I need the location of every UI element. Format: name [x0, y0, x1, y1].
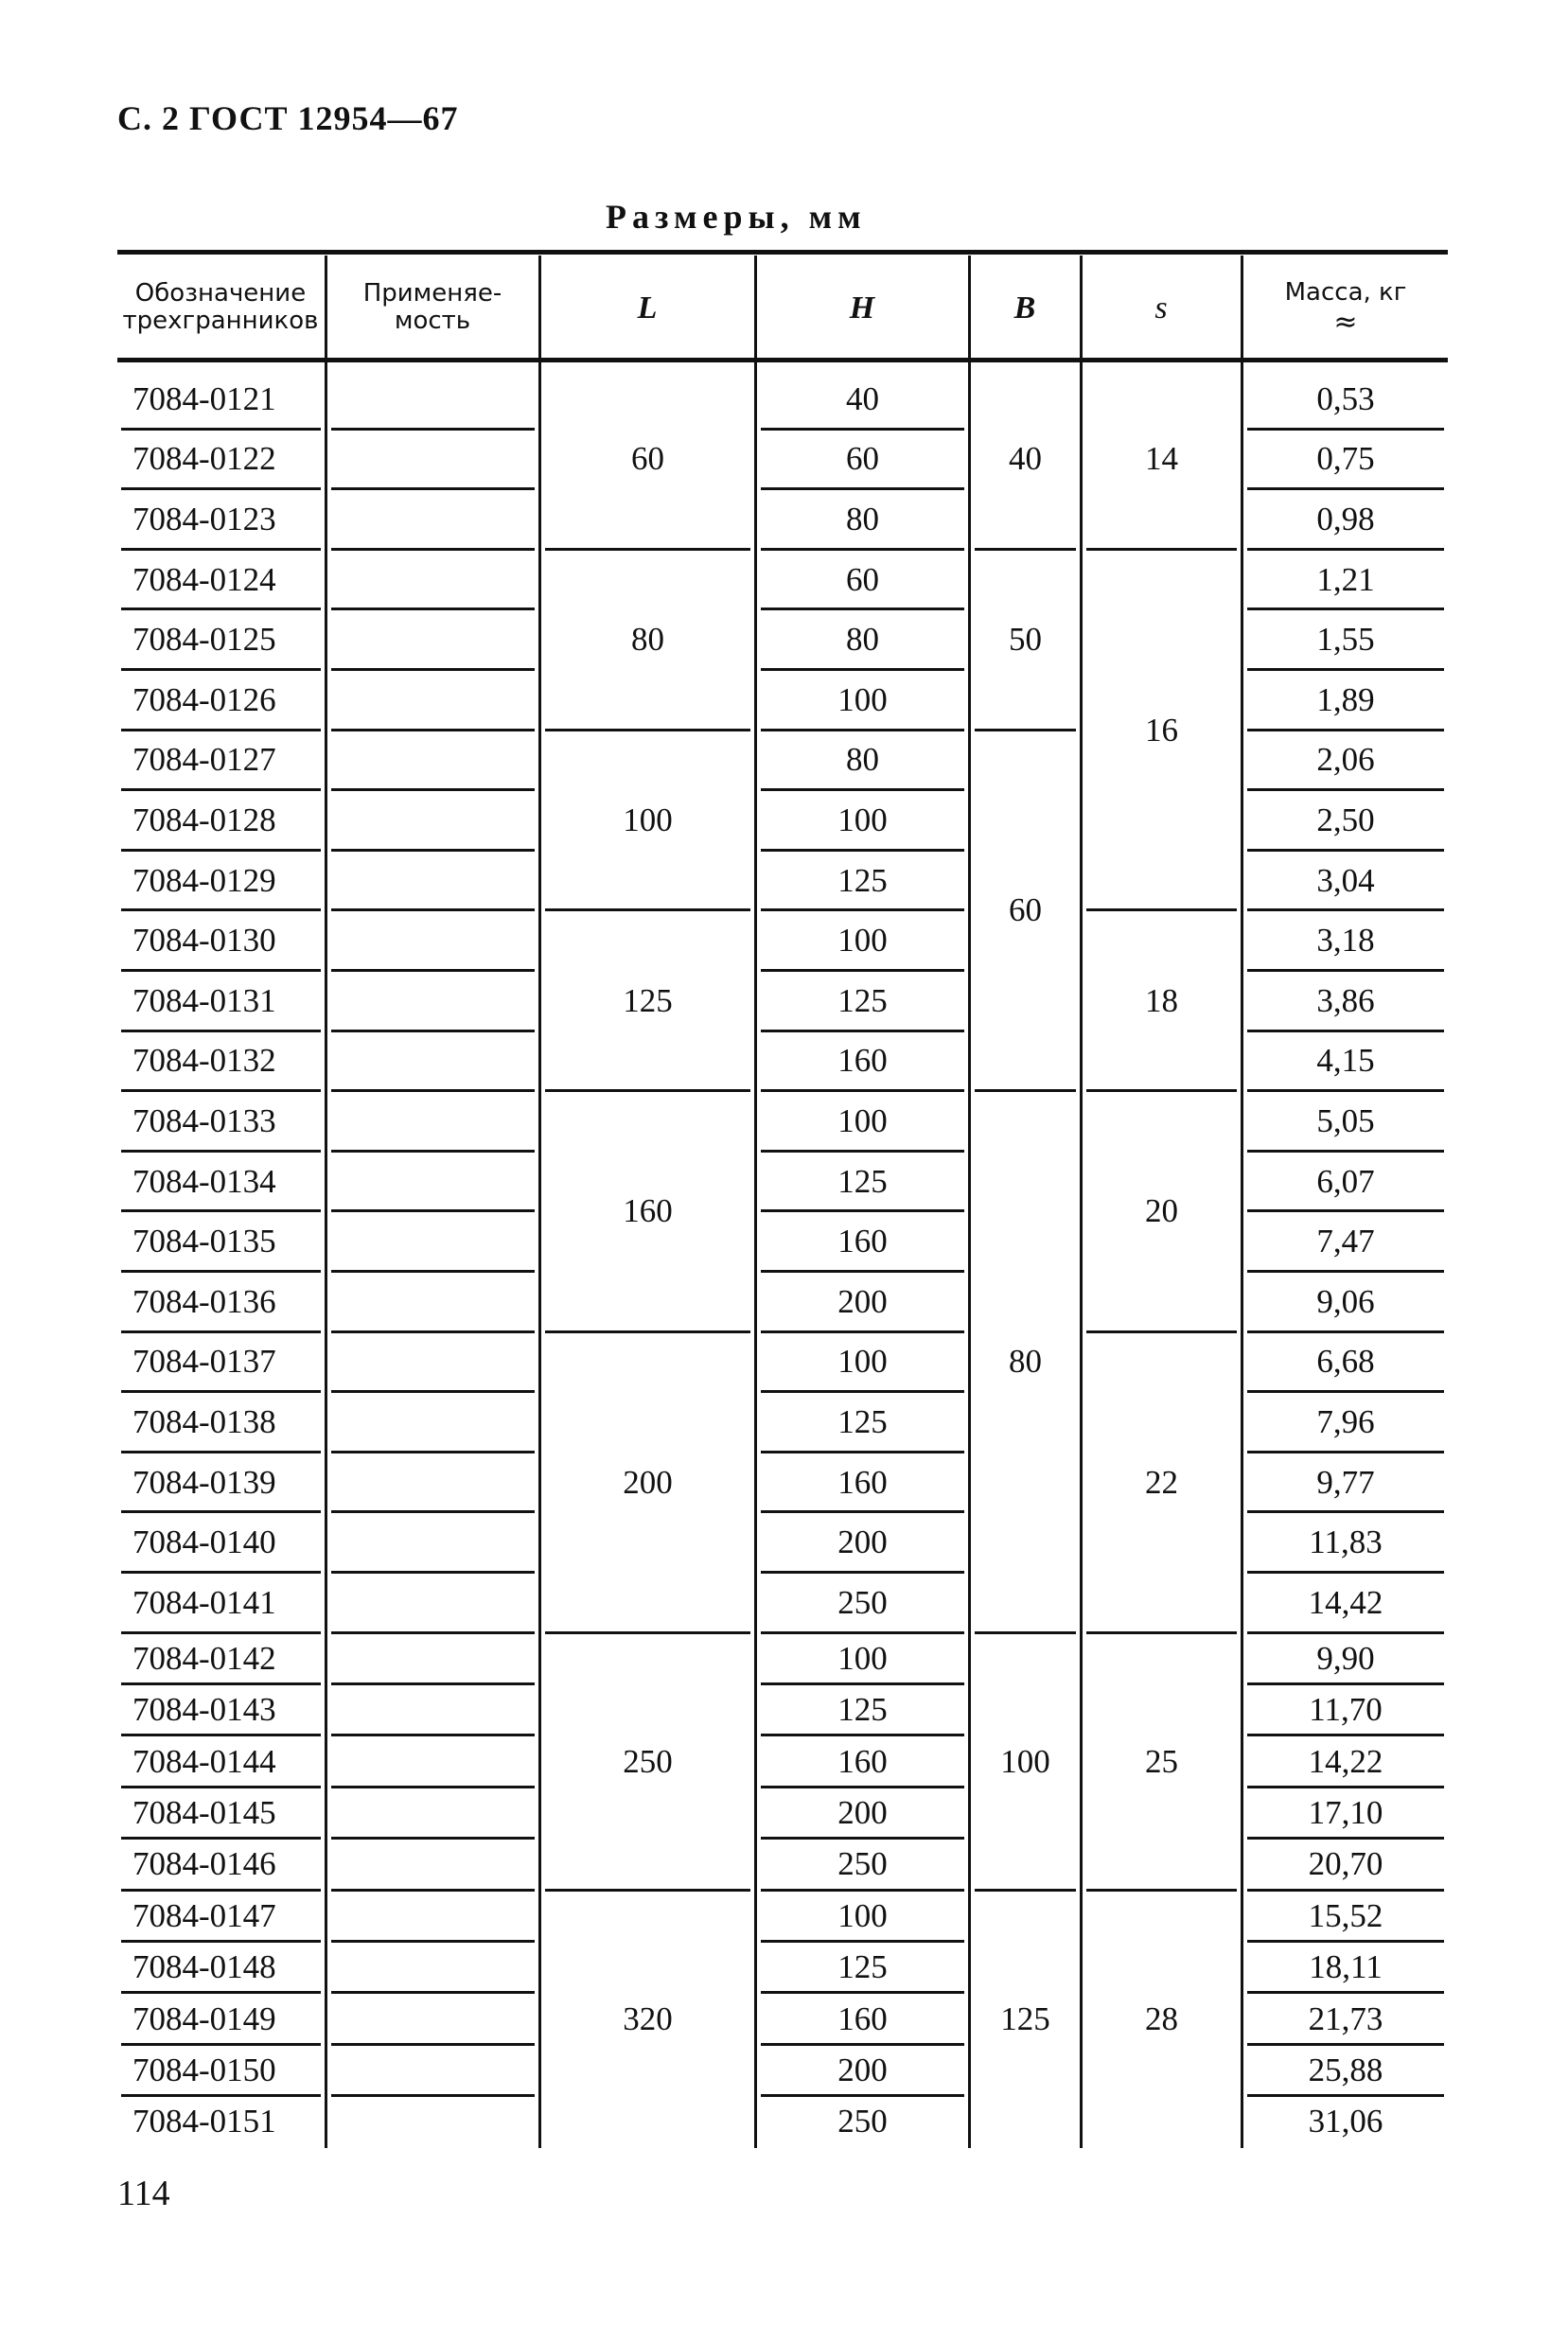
row-rule [331, 788, 535, 791]
group-B: 40 [1009, 440, 1042, 478]
row-code: 7084-0142 [132, 1639, 276, 1677]
row-mass: 6,07 [1316, 1162, 1375, 1200]
row-H: 125 [837, 1691, 888, 1729]
row-H: 250 [837, 2103, 888, 2140]
row-code: 7084-0134 [132, 1162, 276, 1200]
row-H: 200 [837, 1524, 888, 1561]
row-code: 7084-0125 [132, 621, 276, 659]
row-mass: 6,68 [1316, 1343, 1375, 1381]
row-rule [331, 1451, 535, 1453]
row-H: 100 [837, 680, 888, 718]
row-code: 7084-0148 [132, 1948, 276, 1986]
row-rule [331, 1390, 535, 1393]
row-H: 100 [837, 922, 888, 960]
row-H: 160 [837, 1999, 888, 2037]
page-header: С. 2 ГОСТ 12954—67 [117, 99, 459, 137]
row-H: 60 [846, 560, 879, 598]
row-rule [331, 1030, 535, 1032]
row-rule [331, 1330, 535, 1333]
row-mass: 25,88 [1308, 2051, 1383, 2088]
row-mass: 4,15 [1316, 1042, 1375, 1080]
row-H: 160 [837, 1742, 888, 1780]
group-s: 16 [1145, 711, 1178, 749]
row-H: 250 [837, 1583, 888, 1621]
row-mass: 20,70 [1308, 1845, 1383, 1883]
group-L: 200 [623, 1463, 673, 1501]
header-divider-6 [1241, 255, 1243, 360]
col-header-applicability [327, 265, 537, 350]
group-s: 14 [1145, 440, 1178, 478]
row-mass: 7,47 [1316, 1223, 1375, 1260]
row-code: 7084-0133 [132, 1101, 276, 1139]
row-H: 80 [846, 621, 879, 659]
row-mass: 17,10 [1308, 1793, 1383, 1831]
row-H: 125 [837, 1402, 888, 1440]
row-rule [331, 428, 535, 431]
row-code: 7084-0143 [132, 1691, 276, 1729]
row-code: 7084-0132 [132, 1042, 276, 1080]
group-L: 60 [631, 440, 664, 478]
row-code: 7084-0127 [132, 741, 276, 779]
row-mass: 0,53 [1316, 379, 1375, 417]
row-rule [331, 729, 535, 731]
col-header-mass-approx: ≈ [1333, 306, 1358, 339]
table-top-rule [117, 250, 1448, 255]
row-H: 100 [837, 1101, 888, 1139]
group-L: 160 [623, 1192, 673, 1230]
row-rule [331, 1889, 535, 1892]
row-code: 7084-0131 [132, 981, 276, 1019]
group-B: 125 [1000, 1999, 1050, 2037]
row-code: 7084-0140 [132, 1524, 276, 1561]
row-H: 100 [837, 1896, 888, 1934]
group-L: 250 [623, 1742, 673, 1780]
row-H: 80 [846, 500, 879, 537]
row-rule [331, 1940, 535, 1943]
row-rule [331, 1786, 535, 1788]
header-divider-1 [325, 255, 327, 360]
row-code: 7084-0128 [132, 801, 276, 838]
row-code: 7084-0151 [132, 2103, 276, 2140]
row-mass: 2,50 [1316, 801, 1375, 838]
body-divider-1 [325, 361, 327, 2148]
col-header-designation [117, 265, 324, 350]
row-H: 100 [837, 1343, 888, 1381]
row-rule [331, 1571, 535, 1574]
row-code: 7084-0150 [132, 2051, 276, 2088]
row-code: 7084-0147 [132, 1896, 276, 1934]
col-header-L: L [637, 290, 658, 326]
row-mass: 11,70 [1309, 1691, 1383, 1729]
row-H: 100 [837, 801, 888, 838]
row-rule [331, 2043, 535, 2046]
row-code: 7084-0139 [132, 1463, 276, 1501]
row-H: 125 [837, 981, 888, 1019]
row-mass: 1,89 [1316, 680, 1375, 718]
row-mass: 15,52 [1308, 1896, 1383, 1934]
row-H: 125 [837, 861, 888, 899]
row-H: 40 [846, 379, 879, 417]
row-code: 7084-0144 [132, 1742, 276, 1780]
group-L: 80 [631, 621, 664, 659]
row-rule [331, 2094, 535, 2097]
page-number: 114 [117, 2174, 170, 2213]
group-B: 80 [1009, 1343, 1042, 1381]
row-code: 7084-0122 [132, 440, 276, 478]
col-header-mass-text: Масса, кг [1284, 278, 1407, 307]
header-divider-5 [1080, 255, 1083, 360]
group-B: 60 [1009, 891, 1042, 929]
row-rule [331, 1837, 535, 1840]
row-code: 7084-0149 [132, 1999, 276, 2037]
row-rule [331, 1150, 535, 1153]
row-mass: 21,73 [1308, 1999, 1383, 2037]
row-rule [331, 668, 535, 671]
group-s: 22 [1145, 1463, 1178, 1501]
row-code: 7084-0124 [132, 560, 276, 598]
group-s: 18 [1145, 981, 1178, 1019]
group-L: 100 [623, 801, 673, 838]
row-code: 7084-0137 [132, 1343, 276, 1381]
row-mass: 9,06 [1316, 1282, 1375, 1320]
row-rule [331, 1270, 535, 1273]
row-mass: 0,98 [1316, 500, 1375, 537]
row-code: 7084-0121 [132, 379, 276, 417]
col-header-applicability-text: Применяе-мость [362, 279, 502, 335]
row-rule [331, 1682, 535, 1685]
row-code: 7084-0123 [132, 500, 276, 537]
group-s: 28 [1145, 1999, 1178, 2037]
row-mass: 0,75 [1316, 440, 1375, 478]
row-mass: 18,11 [1309, 1948, 1383, 1986]
group-L: 125 [623, 981, 673, 1019]
row-mass: 5,05 [1316, 1101, 1375, 1139]
row-mass: 7,96 [1316, 1402, 1375, 1440]
row-H: 200 [837, 1793, 888, 1831]
row-H: 80 [846, 741, 879, 779]
row-mass: 1,55 [1316, 621, 1375, 659]
row-H: 160 [837, 1223, 888, 1260]
row-mass: 31,06 [1308, 2103, 1383, 2140]
row-code: 7084-0138 [132, 1402, 276, 1440]
row-rule [331, 548, 535, 551]
row-rule [331, 1089, 535, 1092]
row-rule [331, 908, 535, 911]
row-H: 60 [846, 440, 879, 478]
row-mass: 14,22 [1308, 1742, 1383, 1780]
row-H: 125 [837, 1948, 888, 1986]
group-L: 320 [623, 1999, 673, 2037]
row-code: 7084-0141 [132, 1583, 276, 1621]
group-s: 20 [1145, 1192, 1178, 1230]
header-divider-4 [968, 255, 971, 360]
row-H: 200 [837, 2051, 888, 2088]
row-rule [331, 969, 535, 972]
row-code: 7084-0146 [132, 1845, 276, 1883]
row-code: 7084-0135 [132, 1223, 276, 1260]
row-code: 7084-0130 [132, 922, 276, 960]
table-header-rule [117, 358, 1448, 362]
row-code: 7084-0129 [132, 861, 276, 899]
row-mass: 3,04 [1316, 861, 1375, 899]
group-B: 100 [1000, 1742, 1050, 1780]
row-H: 160 [837, 1463, 888, 1501]
row-mass: 14,42 [1308, 1583, 1383, 1621]
row-rule [331, 1510, 535, 1513]
group-s: 25 [1145, 1742, 1178, 1780]
row-mass: 2,06 [1316, 741, 1375, 779]
col-header-B: B [1013, 290, 1036, 326]
group-B: 50 [1009, 621, 1042, 659]
row-mass: 9,90 [1316, 1639, 1375, 1677]
row-mass: 11,83 [1309, 1524, 1383, 1561]
row-mass: 1,21 [1316, 560, 1375, 598]
row-mass: 3,86 [1316, 981, 1375, 1019]
row-mass: 3,18 [1316, 922, 1375, 960]
row-code: 7084-0145 [132, 1793, 276, 1831]
row-rule [331, 849, 535, 852]
row-H: 125 [837, 1162, 888, 1200]
row-rule [331, 608, 535, 610]
row-H: 200 [837, 1282, 888, 1320]
row-rule [331, 1209, 535, 1212]
col-header-H: H [849, 290, 875, 326]
table-caption: Размеры, мм [606, 198, 867, 236]
col-header-s: s [1154, 290, 1168, 326]
col-header-designation-text: Обозначение трехгранников [122, 279, 319, 335]
row-rule [331, 1734, 535, 1736]
row-H: 250 [837, 1845, 888, 1883]
row-mass: 9,77 [1316, 1463, 1375, 1501]
row-code: 7084-0136 [132, 1282, 276, 1320]
col-header-mass [1243, 265, 1448, 350]
header-divider-3 [754, 255, 757, 360]
row-code: 7084-0126 [132, 680, 276, 718]
row-rule [331, 487, 535, 490]
header-divider-2 [538, 255, 541, 360]
row-rule [331, 1631, 535, 1634]
row-rule [331, 1991, 535, 1994]
row-H: 160 [837, 1042, 888, 1080]
row-H: 100 [837, 1639, 888, 1677]
